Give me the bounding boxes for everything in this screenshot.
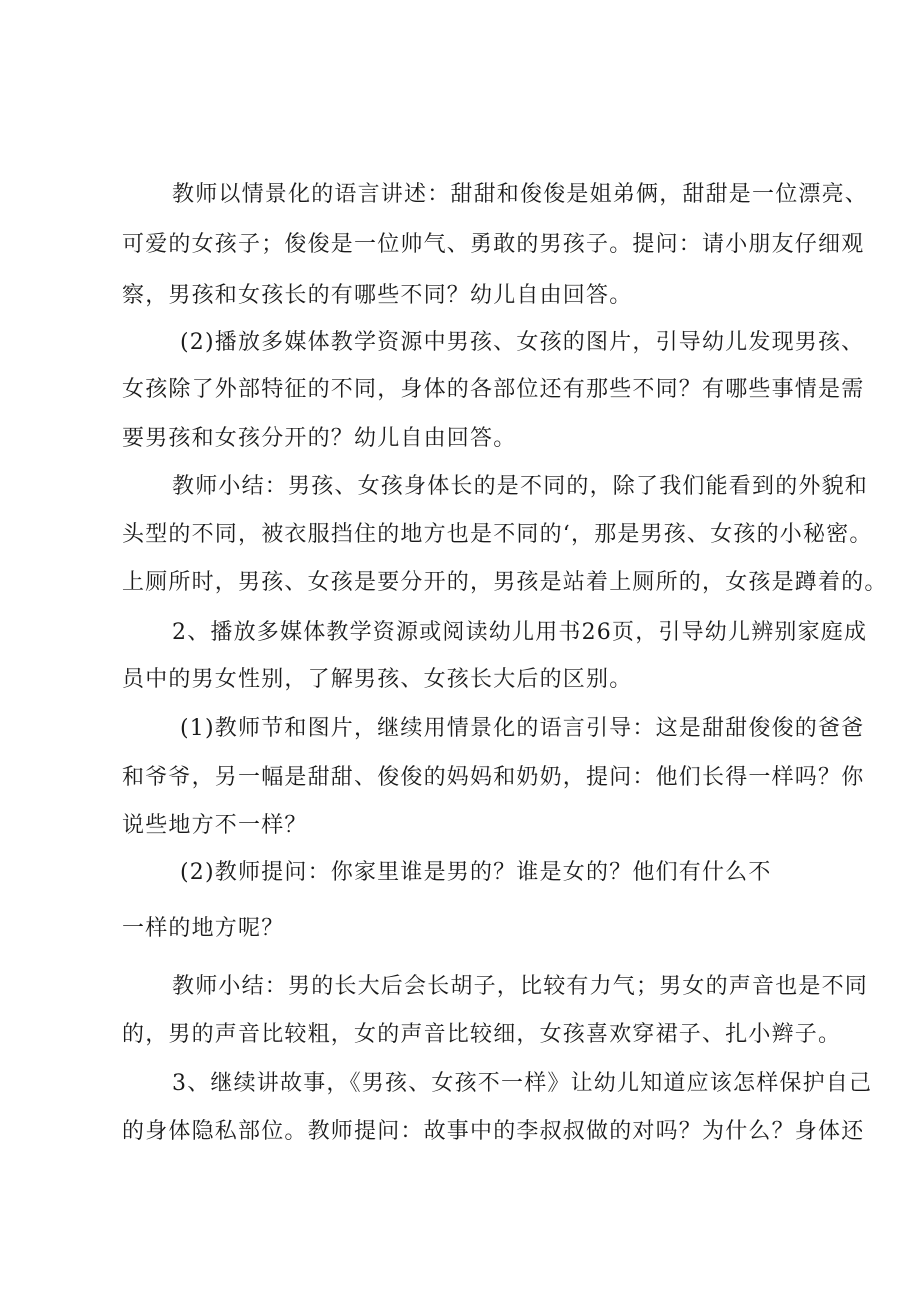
text-line: 女孩除了外部特征的不同，身体的各部位还有那些不同？有哪些事情是需 bbox=[122, 377, 865, 402]
text-line: 教师小结：男的长大后会长胡子，比较有力气；男女的声音也是不同 bbox=[172, 974, 869, 999]
text-line: 教师以情景化的语言讲述：甜甜和俊俊是姐弟俩，甜甜是一位漂亮、 bbox=[172, 182, 869, 207]
text-line: 可爱的女孩子；俊俊是一位帅气、勇敢的男孩子。提问：请小朋友仔细观 bbox=[122, 232, 865, 257]
text-line: 头型的不同，被衣服挡住的地方也是不同的‘，那是男孩、女孩的小秘密。 bbox=[122, 522, 873, 547]
text-line: 3、继续讲故事，《男孩、女孩不一样》让幼儿知道应该怎样保护自己 bbox=[172, 1071, 873, 1096]
text-line: 员中的男女性别，了解男孩、女孩长大后的区别。 bbox=[122, 667, 633, 692]
text-line: 一样的地方呢？ bbox=[122, 916, 285, 941]
text-line: (2)教师提问：你家里谁是男的？谁是女的？他们有什么不 bbox=[180, 860, 772, 885]
text-line: 的身体隐私部位。教师提问：故事中的李叔叔做的对吗？为什么？身体还 bbox=[122, 1119, 865, 1144]
text-line: 说些地方不一样？ bbox=[122, 813, 308, 838]
text-line: (1)教师节和图片，继续用情景化的语言引导：这是甜甜俊俊的爸爸 bbox=[180, 716, 865, 741]
text-line: 要男孩和女孩分开的？幼儿自由回答。 bbox=[122, 426, 517, 451]
text-line: (2)播放多媒体教学资源中男孩、女孩的图片，引导幼儿发现男孩、 bbox=[180, 330, 865, 355]
text-line: 2、播放多媒体教学资源或阅读幼儿用书26页，引导幼儿辨别家庭成 bbox=[172, 620, 868, 645]
text-line: 和爷爷，另一幅是甜甜、俊俊的妈妈和奶奶，提问：他们长得一样吗？你 bbox=[122, 765, 865, 790]
text-line: 的，男的声音比较粗，女的声音比较细，女孩喜欢穿裙子、扎小辫子。 bbox=[122, 1022, 842, 1047]
text-line: 察，男孩和女孩长的有哪些不同？幼儿自由回答。 bbox=[122, 283, 633, 308]
text-line: 教师小结：男孩、女孩身体长的是不同的，除了我们能看到的外貌和 bbox=[172, 474, 869, 499]
text-line: 上厕所时，男孩、女孩是要分开的，男孩是站着上厕所的，女孩是蹲着的。 bbox=[122, 570, 888, 595]
